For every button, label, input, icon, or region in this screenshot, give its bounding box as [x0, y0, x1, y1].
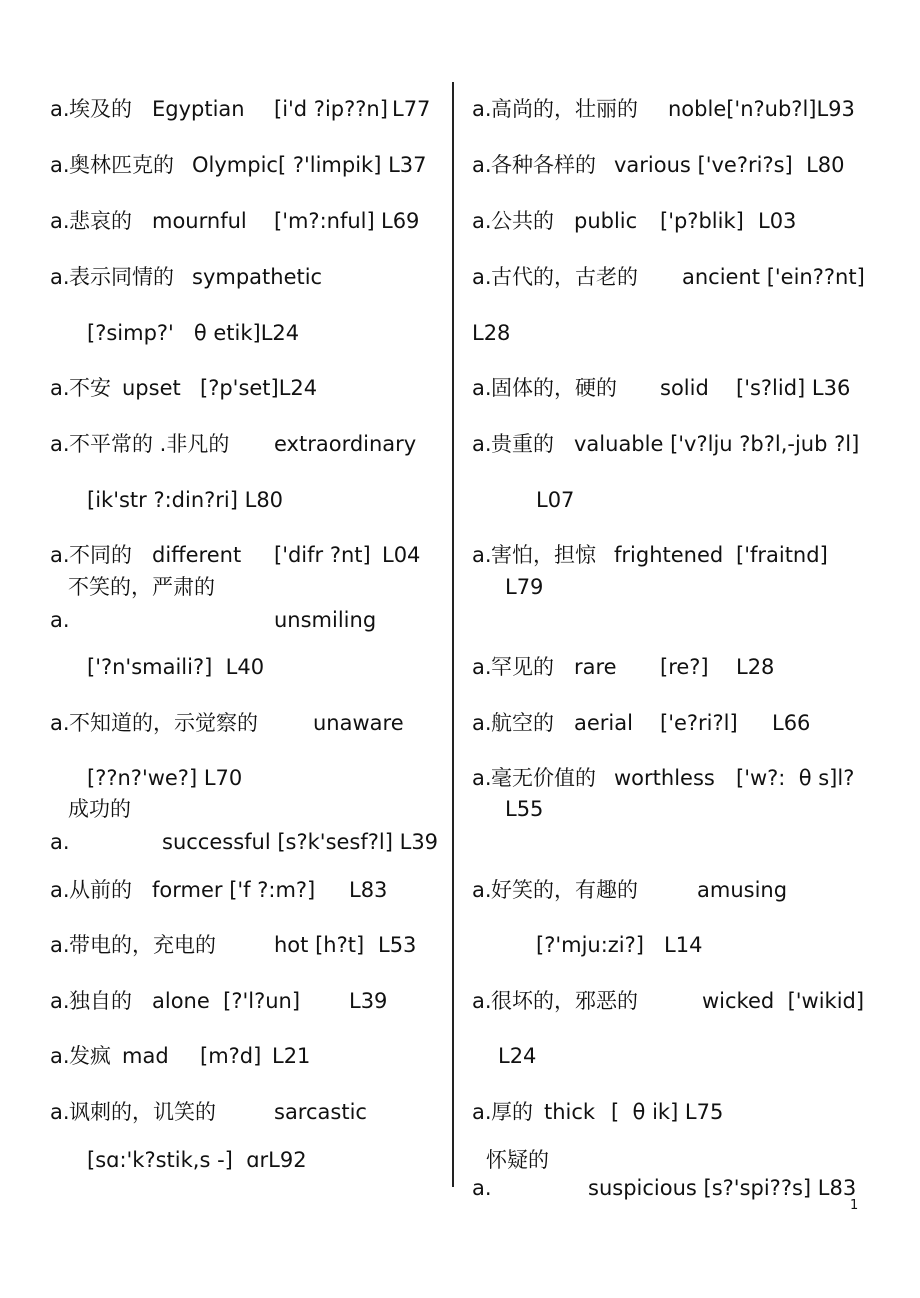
- entry-chinese: 固体的，硬的: [491, 376, 617, 400]
- entry-phonetic: ['difr ?nt]: [274, 543, 371, 567]
- entry-phonetic: [?p'set]L24: [200, 376, 318, 400]
- entry-pos: a.: [472, 153, 492, 177]
- entry-lesson: L21: [272, 1044, 311, 1068]
- entry-word: hot [h?t]: [274, 933, 365, 957]
- entry-pos: a.: [472, 432, 492, 456]
- entry-chinese: 高尚的，壮丽的: [491, 97, 638, 121]
- entry-word: upset: [122, 376, 181, 400]
- entry-continuation: [sɑ:'k?stik,s -] ɑrL92: [87, 1148, 307, 1172]
- entry-chinese: 怀疑的: [486, 1148, 549, 1172]
- entry-chinese: 悲哀的: [69, 209, 132, 233]
- entry-pos: a.: [472, 878, 492, 902]
- entry-chinese: 不同的: [69, 543, 132, 567]
- entry-chinese: 发疯: [69, 1044, 111, 1068]
- entry-continuation: [??n?'we?] L70: [87, 766, 243, 790]
- entry-pos: a.: [50, 153, 70, 177]
- entry-pos: a.: [50, 1044, 70, 1068]
- entry-word: sympathetic: [192, 265, 323, 289]
- entry-pos: a.: [472, 1176, 492, 1200]
- entry-word: ancient ['ein??nt]: [682, 265, 865, 289]
- entry-word: various ['ve?ri?s] L80: [614, 153, 845, 177]
- entry-word: rare: [574, 655, 617, 679]
- entry-chinese: 航空的: [491, 711, 554, 735]
- entry-word: successful [s?k'sesf?l] L39: [162, 830, 439, 854]
- entry-continuation: [ik'str ?:din?ri] L80: [87, 488, 284, 512]
- entry-word: former ['f ?:m?]: [152, 878, 316, 902]
- entry-pos: a.: [472, 265, 492, 289]
- entry-pos: a.: [50, 830, 70, 854]
- entry-word: frightened: [614, 543, 724, 567]
- entry-chinese: 好笑的，有趣的: [491, 878, 638, 902]
- entry-word: noble['n?ub?l]L93: [668, 97, 855, 121]
- entry-pos: a.: [472, 989, 492, 1013]
- entry-word: valuable ['v?lju ?b?l,-jub ?l]: [574, 432, 860, 456]
- entry-chinese: 奥林匹克的: [69, 153, 174, 177]
- entry-pos: a.: [50, 608, 70, 632]
- entry-chinese: 从前的: [69, 878, 132, 902]
- entry-word: alone [?'l?un]: [152, 989, 301, 1013]
- entry-lesson: L66: [772, 711, 811, 735]
- entry-chinese: 各种各样的: [491, 153, 596, 177]
- entry-word: Egyptian: [152, 97, 245, 121]
- entry-word: public: [574, 209, 638, 233]
- entry-chinese: 古代的，古老的: [491, 265, 638, 289]
- entry-lesson: L77: [392, 97, 431, 121]
- entry-word: mad: [122, 1044, 169, 1068]
- entry-phonetic: ['p?blik]: [660, 209, 744, 233]
- entry-phonetic: [ θ ik] L75: [611, 1100, 724, 1124]
- entry-pos: a.: [50, 543, 70, 567]
- entry-chinese: 独自的: [69, 989, 132, 1013]
- entry-word: unaware: [313, 711, 404, 735]
- entry-word: amusing: [697, 878, 788, 902]
- entry-lesson: L03: [758, 209, 797, 233]
- entry-phonetic: ['w?: θ s]l?: [736, 766, 855, 790]
- entry-chinese: 很坏的，邪恶的: [491, 989, 638, 1013]
- entry-pos: a.: [50, 1100, 70, 1124]
- entry-phonetic: [m?d]: [200, 1044, 262, 1068]
- entry-phonetic: ['m?:nful]: [274, 209, 375, 233]
- entry-pos: a.: [50, 376, 70, 400]
- entry-phonetic: ['fraitnd]: [736, 543, 828, 567]
- entry-phonetic: ['s?lid] L36: [736, 376, 851, 400]
- entry-word: different: [152, 543, 242, 567]
- entry-chinese: 毫无价值的: [491, 766, 596, 790]
- entry-pos: a.: [472, 97, 492, 121]
- entry-pos: a.: [50, 711, 70, 735]
- entry-chinese: 不知道的，示觉察的: [69, 711, 258, 735]
- entry-word: wicked ['wikid]: [702, 989, 865, 1013]
- entry-word: mournful: [152, 209, 247, 233]
- entry-chinese: 不安: [69, 376, 111, 400]
- entry-word: extraordinary: [274, 432, 417, 456]
- entry-continuation: L28: [472, 321, 511, 345]
- entry-pos: a.: [50, 989, 70, 1013]
- entry-word: suspicious [s?'spi??s] L83: [588, 1176, 857, 1200]
- entry-pos: a.: [50, 878, 70, 902]
- entry-word: aerial: [574, 711, 633, 735]
- entry-continuation: L79: [505, 575, 544, 599]
- entry-word: sarcastic: [274, 1100, 367, 1124]
- entry-lesson: L83: [349, 878, 388, 902]
- entry-word: thick: [544, 1100, 596, 1124]
- entry-phonetic: [i'd ?ip??n]: [274, 97, 388, 121]
- entry-chinese: 公共的: [491, 209, 554, 233]
- entry-chinese: 带电的，充电的: [69, 933, 216, 957]
- entry-continuation: L24: [498, 1044, 537, 1068]
- entry-lesson: L69: [381, 209, 420, 233]
- entry-lesson: L28: [736, 655, 775, 679]
- entry-chinese: 厚的: [491, 1100, 533, 1124]
- entry-chinese: 不笑的，严肃的: [68, 575, 215, 599]
- entry-phonetic: [re?]: [660, 655, 709, 679]
- entry-continuation: L55: [505, 797, 544, 821]
- entry-pos: a.: [50, 432, 70, 456]
- entry-chinese: 罕见的: [491, 655, 554, 679]
- entry-lesson: L53: [378, 933, 417, 957]
- entry-continuation: L07: [536, 488, 575, 512]
- entry-continuation: ['?n'smaili?] L40: [87, 655, 265, 679]
- page-number: 1: [850, 1198, 859, 1213]
- entry-phonetic: ['e?ri?l]: [660, 711, 738, 735]
- entry-chinese: 成功的: [68, 797, 131, 821]
- entry-continuation: [?simp?' θ etik]L24: [87, 321, 300, 345]
- entry-pos: a.: [472, 543, 492, 567]
- entry-chinese: 害怕，担惊: [491, 543, 596, 567]
- entry-pos: a.: [50, 97, 70, 121]
- entry-continuation: [?'mju:zi?] L14: [536, 933, 703, 957]
- entry-word: unsmiling: [274, 608, 377, 632]
- entry-word: worthless: [614, 766, 715, 790]
- entry-chinese: 讽刺的，讥笑的: [69, 1100, 216, 1124]
- entry-pos: a.: [472, 711, 492, 735]
- entry-word: solid: [660, 376, 709, 400]
- entry-chinese: 埃及的: [69, 97, 132, 121]
- column-divider: [452, 82, 454, 1187]
- entry-chinese: 贵重的: [491, 432, 554, 456]
- entry-word: Olympic[ ?'limpik] L37: [192, 153, 427, 177]
- entry-pos: a.: [472, 209, 492, 233]
- entry-chinese: 不平常的 .非凡的: [69, 432, 230, 456]
- entry-pos: a.: [472, 1100, 492, 1124]
- entry-pos: a.: [50, 933, 70, 957]
- entry-lesson: L04: [382, 543, 421, 567]
- entry-pos: a.: [50, 265, 70, 289]
- entry-pos: a.: [472, 766, 492, 790]
- entry-lesson: L39: [349, 989, 388, 1013]
- entry-chinese: 表示同情的: [69, 265, 174, 289]
- entry-pos: a.: [472, 655, 492, 679]
- entry-pos: a.: [50, 209, 70, 233]
- entry-pos: a.: [472, 376, 492, 400]
